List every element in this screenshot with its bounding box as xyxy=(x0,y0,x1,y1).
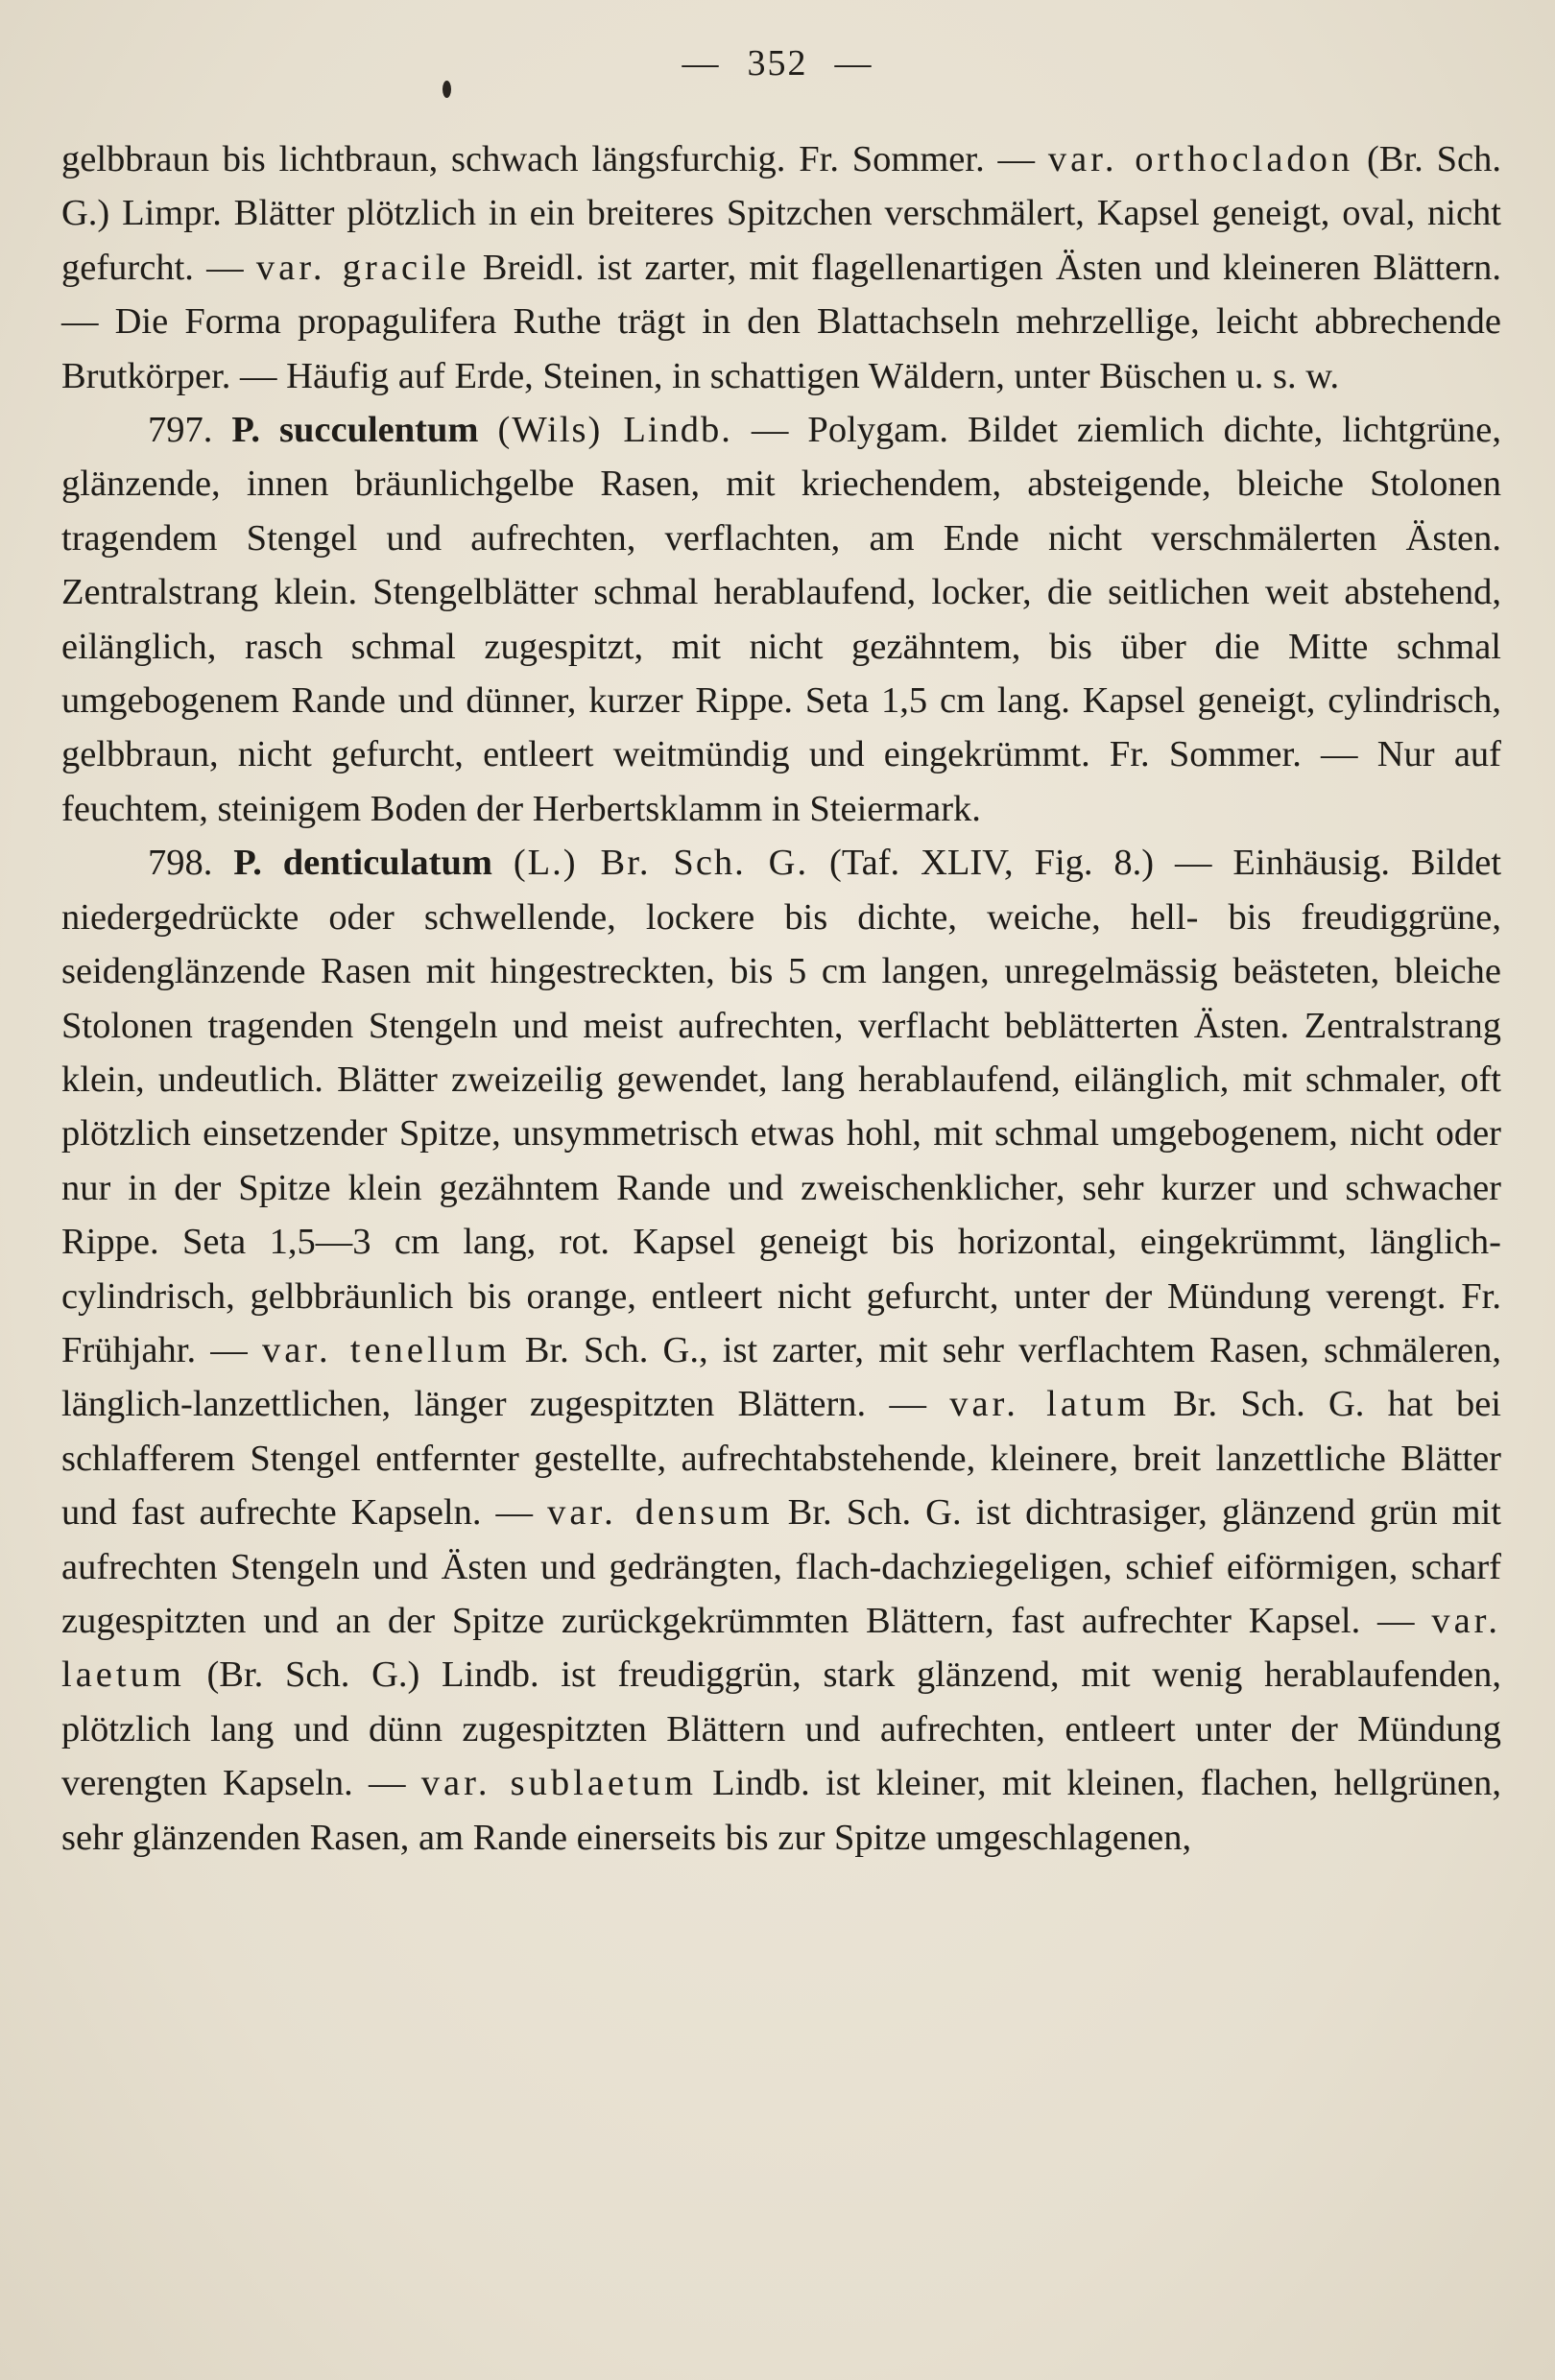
variety-densum: var. densum xyxy=(547,1492,774,1534)
variety-tenellum: var. tenellum xyxy=(262,1329,511,1370)
variety-latum: var. latum xyxy=(949,1384,1150,1425)
entry-798-text-6: Lindb. ist kleiner, mit kleinen, flachen, hellgrünen, sehr glänzenden Rasen, am Rande einerseits bis zur Spitze umgeschlagenen, xyxy=(61,1763,1501,1858)
entry-798-text-5: (Br. Sch. G.) Lindb. ist freudiggrün, stark glänzend, mit wenig herablaufenden, plötzlich lang und dünn zugespitzten Blättern und aufrechten, entleert unter der Mündung verengten Kapseln. — xyxy=(61,1654,1501,1804)
entry-797-species: P. succulentum xyxy=(231,410,479,451)
entry-797-description: — Polygam. Bildet ziemlich dichte, lichtgrüne, glänzende, innen bräunlichgelbe Rasen, mit kriechendem, absteigende, bleiche Stolonen tragendem Stengel und aufrechten, verflachten, am Ende nicht verschmälerten Ästen. Zentralstrang klein. Stengelblätter schmal herablaufend, locker, die seitlichen weit abstehend, eilänglich, rasch schmal zugespitzt, mit nicht gezähntem, bis über die Mitte schmal umgebogenem Rande und dünner, kurzer Rippe. Seta 1,5 cm lang. Kapsel geneigt, cylindrisch, gelbbraun, nicht gefurcht, entleert weitmündig und eingekrümmt. Fr. Sommer. — Nur auf feuchtem, steinigem Boden der Herbertsklamm in Steiermark. xyxy=(61,410,1502,829)
variety-laetum: var. laetum xyxy=(61,1600,1501,1696)
ink-spot xyxy=(443,81,451,98)
continuation-text-1: gelbbraun bis lichtbraun, schwach längsfurchig. Fr. Sommer. — xyxy=(61,139,1048,179)
entry-798-species: P. denticulatum xyxy=(233,843,492,884)
entry-797-authority: (Wils) Lindb. xyxy=(497,410,732,451)
continuation-text-3: Breidl. ist zarter, mit flagellenartigen Ästen und kleineren Blättern. — Die Forma propagulifera Ruthe trägt in den Blattachseln mehrzellige, leicht abbrechende Brutkörper. — Häufig auf Erde, Steinen, in schattigen Wäldern, unter Büschen u. s. w. xyxy=(61,247,1502,396)
entry-798-text-4: Br. Sch. G. ist dichtrasiger, glänzend grün mit aufrechten Stengeln und Ästen und gedrängten, flach-dachziegeligen, schief eiförmigen, scharf zugespitzten und an der Spitze zurückgekrümmten Blättern, fast aufrechter Kapsel. — xyxy=(61,1492,1501,1641)
entry-798-text-2: Br. Sch. G., ist zarter, mit sehr verflachtem Rasen, schmäleren, länglich-lanzettlichen, länger zugespitzten Blättern. — xyxy=(61,1329,1502,1425)
paragraph-continuation xyxy=(61,132,1501,403)
entry-798-text-1: (Taf. XLIV, Fig. 8.) — Einhäusig. Bildet niedergedrückte oder schwellende, lockere bis dichte, weiche, hell- bis freudiggrüne, seidenglänzende Rasen mit hingestreckten, bis 5 cm langen, unregelmässig beästeten, bleiche Stolonen tragenden Stengeln und meist aufrechten, verflacht beblätterten Ästen. Zentralstrang klein, undeutlich. Blätter zweizeilig gewendet, lang herablaufend, eilänglich, mit schmaler, oft plötzlich einsetzender Spitze, unsymmetrisch etwas hohl, mit schmal umgebogenem, nicht oder nur in der Spitze klein gezähntem Rande und zweischenklicher, sehr kurzer und schwacher Rippe. Seta 1,5—3 cm lang, rot. Kapsel geneigt bis horizontal, eingekrümmt, länglich-cylindrisch, gelbbräunlich bis orange, entleert nicht gefurcht, unter der Mündung verengt. Fr. Frühjahr. — xyxy=(61,843,1502,1370)
entry-797 xyxy=(61,403,1501,836)
header-dash-right: — xyxy=(834,43,873,83)
text-body xyxy=(61,132,1501,1865)
entry-798-authority: (L.) Br. Sch. G. xyxy=(513,843,809,884)
entry-798-number: 798. xyxy=(148,843,213,884)
variety-sublaetum: var. sublaetum xyxy=(420,1763,697,1804)
continuation-text-2: (Br. Sch. G.) Limpr. Blätter plötzlich in ein breiteres Spitzchen verschmälert, Kapsel geneigt, oval, nicht gefurcht. — xyxy=(61,139,1501,288)
entry-798-text-3: Br. Sch. G. hat bei schlafferem Stengel entfernter gestellte, aufrechtabstehende, kleinere, breit lanzettliche Blätter und fast aufrechte Kapseln. — xyxy=(61,1384,1501,1534)
page-header xyxy=(0,42,1555,84)
entry-798 xyxy=(61,836,1501,1865)
variety-orthocladon: var. orthocladon xyxy=(1047,139,1354,179)
page-number: 352 xyxy=(747,43,808,83)
entry-797-number: 797. xyxy=(148,410,213,451)
header-dash-left: — xyxy=(682,43,721,83)
variety-gracile: var. gracile xyxy=(255,247,470,288)
